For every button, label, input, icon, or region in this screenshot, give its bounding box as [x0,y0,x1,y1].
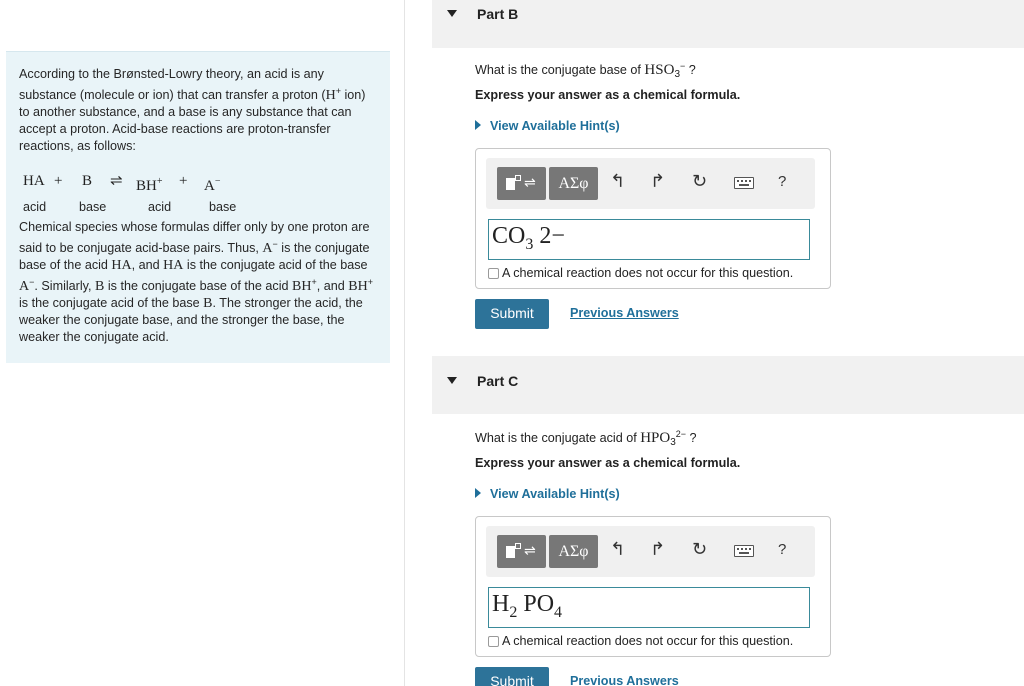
collapse-triangle-icon[interactable] [447,10,457,17]
redo-icon[interactable]: ↱ [650,539,666,560]
part-c-answer-panel [475,516,831,657]
part-c-answer-input[interactable]: $H_2$ $PO_4$ [488,587,810,628]
help-icon[interactable]: ? [778,541,787,558]
part-c-header[interactable] [432,356,1024,414]
part-b-previous-answers-link[interactable]: Previous Answers [570,306,679,320]
greek-letters-icon[interactable]: ΑΣφ [549,535,598,568]
intro-info-box [6,51,390,363]
part-c-hint-link[interactable]: View Available Hint(s) [475,487,620,501]
equation-toolbar [486,526,815,577]
expand-arrow-icon [475,488,481,498]
label-acid: acid [23,200,47,214]
collapse-triangle-icon[interactable] [447,377,457,384]
expand-arrow-icon [475,120,481,130]
templates-icon[interactable]: ⇌ [497,535,546,568]
part-b-question: What is the conjugate base of $HSO_3^-$ ? [475,61,696,80]
part-b-submit-button[interactable]: Submit [475,299,549,329]
part-c-title: Part C [477,373,519,389]
pane-divider[interactable] [404,0,405,686]
redo-icon[interactable]: ↱ [650,171,666,192]
part-c-submit-button[interactable]: Submit [475,667,549,686]
part-b-title: Part B [477,6,519,22]
keyboard-icon[interactable] [734,177,754,189]
part-b-answer-panel [475,148,831,289]
label-base: base [79,200,107,214]
undo-icon[interactable]: ↰ [610,171,626,192]
reset-icon[interactable]: ↻ [692,539,708,560]
part-c-previous-answers-link[interactable]: Previous Answers [570,674,679,686]
reset-icon[interactable]: ↻ [692,171,708,192]
conjugate-pairs-paragraph: Chemical species whose formulas differ only by one proton are said to be conjugate acid-base pairs. Thus, A− is the conjugate base of the acid HA, and HA is the conjugate acid of the base A−. Similarly, B is the conjugate base of the acid BH+, and BH+ is the conjugate acid of the base B. The stronger the acid, the weaker the conjugate base, and the stronger the base, the weaker the conjugate acid. [19,220,373,344]
part-b-header[interactable] [432,0,1024,48]
acid-base-equation: HA + B ⇌ BH+ + A− [23,173,221,194]
part-c-no-reaction-option[interactable]: A chemical reaction does not occur for this question. [488,634,793,648]
equation-toolbar [486,158,815,209]
label-acid: acid [148,200,172,214]
equation-labels [19,199,378,219]
part-b-hint-link[interactable]: View Available Hint(s) [475,119,620,133]
no-reaction-checkbox[interactable] [488,268,499,279]
templates-icon[interactable]: ⇌ [497,167,546,200]
label-base: base [209,200,237,214]
undo-icon[interactable]: ↰ [610,539,626,560]
keyboard-icon[interactable] [734,545,754,557]
intro-paragraph: According to the Brønsted-Lowry theory, an acid is any substance (molecule or ion) that can transfer a proton (H+ ion) to another substance, and a base is any substance that can accept a proton. Acid-base reactions are proton-transfer reactions, as follows: [19,67,366,153]
help-icon[interactable]: ? [778,173,787,190]
part-c-question: What is the conjugate acid of $HPO_3^{2-}$ ? [475,429,697,448]
greek-letters-icon[interactable]: ΑΣφ [549,167,598,200]
part-b-no-reaction-option[interactable]: A chemical reaction does not occur for this question. [488,266,793,280]
no-reaction-checkbox[interactable] [488,636,499,647]
part-b-answer-input[interactable]: $CO_3$ 2− [488,219,810,260]
part-b-instruction: Express your answer as a chemical formula. [475,88,741,102]
part-c-instruction: Express your answer as a chemical formula. [475,456,741,470]
